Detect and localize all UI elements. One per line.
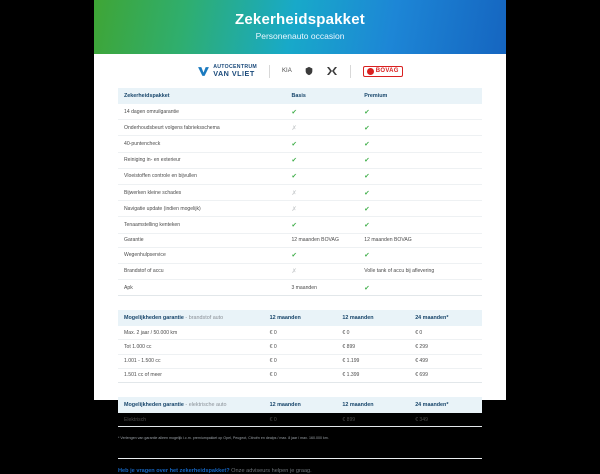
basis-cell [285,247,358,263]
cell-value: 12 maanden BOVAG [364,237,412,244]
col-header-basis: Basis [285,88,358,104]
divider [350,65,351,78]
table-body [118,326,482,382]
col-header-24m: 24 maanden* [409,397,482,413]
table-row [118,104,482,120]
header-subtext: - brandstof auto [185,315,224,322]
basis-cell [285,184,358,200]
zekerheidspakket-table [118,88,482,296]
check-icon: ✔ [291,252,297,260]
logo-strip [94,54,506,88]
table-row [118,340,482,354]
premium-cell [358,104,482,120]
check-icon: ✔ [364,140,370,148]
table-row [118,354,482,368]
price-cell: € 0 [264,413,337,427]
cross-icon: ✗ [291,124,297,132]
garantie-elektrisch-table [118,397,482,427]
check-icon: ✔ [364,108,370,116]
feature-label: Vloeistoffen controle en bijvullen [118,168,285,184]
footer-rest: Onze adviseurs helpen je graag. [229,467,312,474]
check-icon: ✔ [364,205,370,213]
col-header-12m-a: 12 maanden [264,397,337,413]
bovag-label: BOVAG [375,68,399,74]
price-cell: € 0 [264,326,337,340]
feature-label: Apk [118,280,285,296]
table-body [118,413,482,427]
feature-label: Brandstof of accu [118,263,285,279]
table-header-row [118,397,482,413]
table-row [118,152,482,168]
page-subtitle: Personenauto occasion [255,31,345,41]
price-cell: € 0 [264,354,337,368]
cell-value: Volle tank of accu bij aflevering [364,268,435,275]
premium-cell [358,152,482,168]
feature-label: Bijwerken kleine schades [118,184,285,200]
cell-value: 3 maanden [291,284,317,291]
basis-cell [285,120,358,136]
premium-cell [358,233,482,247]
price-cell: € 1.399 [336,368,409,382]
table-row [118,217,482,233]
cross-icon: ✗ [291,205,297,213]
price-cell: € 299 [409,340,482,354]
premium-cell [358,263,482,279]
col-header-premium: Premium [358,88,482,104]
footer-question: Heb je vragen over het zekerheidspakket? [118,467,230,474]
price-cell: € 499 [409,354,482,368]
cross-icon: ✗ [291,268,297,276]
price-cell: € 899 [336,413,409,427]
price-cell: € 0 [336,326,409,340]
header-subtext: - elektrische auto [185,402,227,408]
price-cell: € 349 [409,413,482,427]
feature-label: 40-puntencheck [118,136,285,152]
premium-cell [358,136,482,152]
garantie-label: Elektrisch [118,413,264,427]
table-row [118,201,482,217]
table-row [118,233,482,247]
check-icon: ✔ [291,157,297,165]
feature-label: Onderhoudsbeurt volgens fabrieksschema [118,120,285,136]
feature-label: Tenaamstelling kenteken [118,217,285,233]
feature-label: Wegenhulpservice [118,247,285,263]
table-row [118,413,482,427]
price-cell: € 899 [336,340,409,354]
price-cell: € 0 [264,368,337,382]
divider [269,65,270,78]
table-row [118,280,482,296]
garantie-label: Tot 1.000 cc [118,340,264,354]
basis-cell [285,280,358,296]
table-row [118,184,482,200]
premium-cell [358,184,482,200]
premium-cell [358,280,482,296]
price-cell: € 699 [409,368,482,382]
page-title: Zekerheidspakket [235,11,365,28]
col-header-feature: Zekerheidspakket [118,88,285,104]
check-icon: ✔ [364,284,370,292]
bovag-icon [367,68,374,75]
premium-cell [358,247,482,263]
hero-banner [94,0,506,54]
garantie-brandstof-wrap [118,310,482,383]
footer-cta [118,458,482,474]
col-header-12m-b: 12 maanden [336,310,409,326]
basis-cell [285,136,358,152]
check-icon: ✔ [291,173,297,181]
check-icon: ✔ [291,140,297,148]
check-icon: ✔ [364,189,370,197]
garantie-label: 1.501 cc of meer [118,368,264,382]
kia-label: KIA [282,68,292,74]
logo-line-2: VAN VLIET [213,69,255,78]
col-header-12m-a: 12 maanden [264,310,337,326]
col-header-garantie [118,310,264,326]
table-row [118,326,482,340]
zekerheidspakket-table-wrap [118,88,482,296]
check-icon: ✔ [364,221,370,229]
table-header-row [118,310,482,326]
price-cell: € 1.199 [336,354,409,368]
logo-bovag [363,66,403,77]
chevron-logo-icon [197,65,210,78]
logo-mg [326,66,338,76]
skoda-icon [304,66,314,76]
check-icon: ✔ [364,124,370,132]
table-body [118,104,482,296]
feature-label: Navigatie update (indien mogelijk) [118,201,285,217]
check-icon: ✔ [291,108,297,116]
logo-skoda [304,66,314,76]
basis-cell [285,217,358,233]
basis-cell [285,168,358,184]
price-cell: € 0 [264,340,337,354]
basis-cell [285,104,358,120]
price-cell: € 0 [409,326,482,340]
check-icon: ✔ [364,173,370,181]
col-header-12m-b: 12 maanden [336,397,409,413]
logo-autocentrum-van-vliet [197,65,257,78]
check-icon: ✔ [291,221,297,229]
header-text: Mogelijkheden garantie [124,402,184,408]
table-row [118,263,482,279]
col-header-24m: 24 maanden* [409,310,482,326]
cell-value: 12 maanden BOVAG [291,237,339,244]
garantie-label: 1.001 - 1.500 cc [118,354,264,368]
table-row [118,247,482,263]
feature-label: 14 dagen omruilgarantie [118,104,285,120]
table-row [118,120,482,136]
basis-cell [285,263,358,279]
basis-cell [285,152,358,168]
cross-icon: ✗ [291,189,297,197]
check-icon: ✔ [364,252,370,260]
garantie-elektrisch-wrap [118,397,482,427]
table-header-row [118,88,482,104]
premium-cell [358,217,482,233]
feature-label: Reiniging in- en exterieur [118,152,285,168]
premium-cell [358,120,482,136]
table-row [118,136,482,152]
premium-cell [358,201,482,217]
col-header-garantie [118,397,264,413]
document-page [94,0,506,474]
garantie-label: Max. 2 jaar / 50.000 km [118,326,264,340]
footnote: * Verlengen van garantie alleen mogelijk i.c.m. premiumpakket op Opel, Peugeot, Citroën en dealps / max. 8 jaar / max. 160.000 km. [118,436,329,441]
logo-line-1: AUTOCENTRUM [213,63,258,70]
table-row [118,368,482,382]
check-icon: ✔ [364,157,370,165]
logo-kia [282,68,292,74]
garantie-brandstof-table [118,310,482,383]
mg-icon [326,66,338,76]
basis-cell [285,201,358,217]
basis-cell [285,233,358,247]
table-row [118,168,482,184]
header-text: Mogelijkheden garantie [124,315,184,322]
premium-cell [358,168,482,184]
feature-label: Garantie [118,233,285,247]
